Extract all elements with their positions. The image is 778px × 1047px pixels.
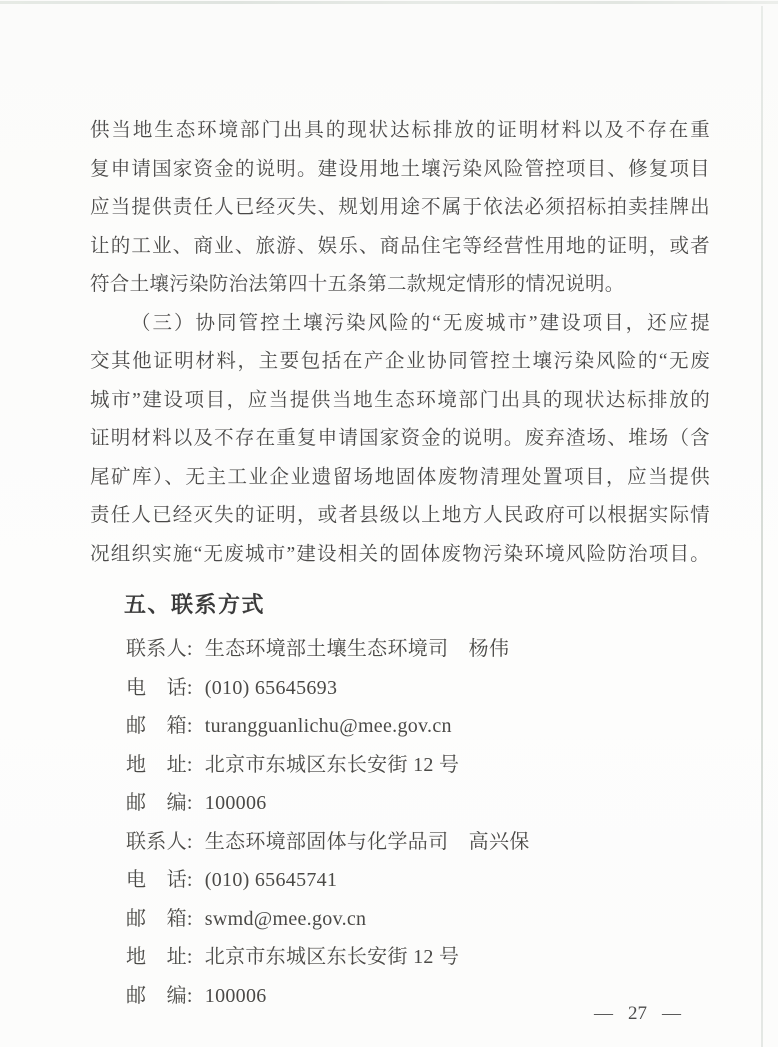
- body-line: 符合土壤污染防治法第四十五条第二款规定情形的情况说明。: [90, 274, 625, 295]
- body-line: 复申请国家资金的说明。建设用地土壤污染风险管控项目、修复项目: [90, 158, 710, 180]
- contact-value: 100006: [204, 792, 267, 814]
- contact-value: turangguanlichu@mee.gov.cn: [204, 715, 452, 737]
- footer-dash-right: —: [662, 1003, 681, 1024]
- contact-value: (010) 65645693: [204, 676, 338, 699]
- contact-value: 生态环境部土壤生态环境司 杨伟: [204, 638, 510, 660]
- body-line: 交其他证明材料，主要包括在产企业协同管控土壤污染风险的“无废: [90, 351, 710, 372]
- body-line: 应当提供责任人已经灭失、规划用途不属于依法必须招标拍卖挂牌出: [90, 197, 710, 218]
- page-number: 27: [628, 1003, 647, 1024]
- contact-row-address: [126, 938, 710, 977]
- contact-label: 邮 编:: [126, 792, 193, 814]
- contact-label: 电 话:: [126, 869, 193, 891]
- contact-row-person: [126, 823, 710, 862]
- contact-value: 北京市东城区东长安街 12 号: [204, 753, 460, 776]
- page-footer: [594, 1001, 681, 1027]
- contact-block-solid-waste-department: [90, 823, 710, 1016]
- paragraph-two: [90, 305, 710, 575]
- contact-value: swmd@mee.gov.cn: [204, 907, 367, 930]
- contact-label: 邮 箱:: [126, 907, 193, 930]
- paragraph-one: [90, 112, 710, 305]
- contact-row-email: [126, 707, 710, 746]
- contact-row-phone: [126, 861, 710, 900]
- document-body: [90, 112, 710, 1015]
- contact-value: 生态环境部固体与化学品司 高兴保: [204, 830, 530, 853]
- contact-row-phone: [126, 669, 710, 708]
- contact-label: 电 话:: [126, 676, 193, 699]
- contact-label: 地 址:: [126, 753, 193, 776]
- contact-row-person: [126, 630, 710, 669]
- scan-edge-top-line: [0, 1, 778, 4]
- body-line: 供当地生态环境部门出具的现状达标排放的证明材料以及不存在重: [90, 120, 710, 141]
- contact-label: 联系人:: [126, 638, 193, 660]
- contact-label: 邮 箱:: [126, 715, 193, 737]
- body-line: （三）协同管控土壤污染风险的“无废城市”建设项目，还应提: [131, 312, 710, 334]
- footer-dash-left: —: [594, 1003, 613, 1024]
- body-line: 城市”建设项目，应当提供当地生态环境部门出具的现状达标排放的: [90, 389, 710, 411]
- body-line: 让的工业、商业、旅游、娱乐、商品住宅等经营性用地的证明，或者: [90, 235, 710, 257]
- contact-row-postcode: [126, 784, 710, 823]
- scan-edge-right-line: [761, 6, 763, 1047]
- body-line: 尾矿库）、无主工业企业遗留场地固体废物清理处置项目，应当提供: [90, 466, 710, 488]
- body-line: 责任人已经灭失的证明，或者县级以上地方人民政府可以根据实际情: [90, 505, 710, 526]
- body-line: 证明材料以及不存在重复申请国家资金的说明。废弃渣场、堆场（含: [90, 428, 710, 449]
- contact-block-soil-department: [90, 630, 710, 823]
- contact-label: 联系人:: [126, 830, 193, 853]
- contact-value: 100006: [204, 984, 267, 1007]
- section-heading-contact-info: 五、联系方式: [124, 592, 266, 617]
- body-line: 况组织实施“无废城市”建设相关的固体废物污染环境风险防治项目。: [90, 543, 710, 565]
- contact-label: 地 址:: [126, 946, 193, 968]
- contact-value: (010) 65645741: [204, 869, 338, 891]
- contact-row-email: [126, 900, 710, 939]
- contact-row-address: [126, 746, 710, 785]
- contact-label: 邮 编:: [126, 984, 193, 1007]
- contact-value: 北京市东城区东长安街 12 号: [204, 946, 460, 968]
